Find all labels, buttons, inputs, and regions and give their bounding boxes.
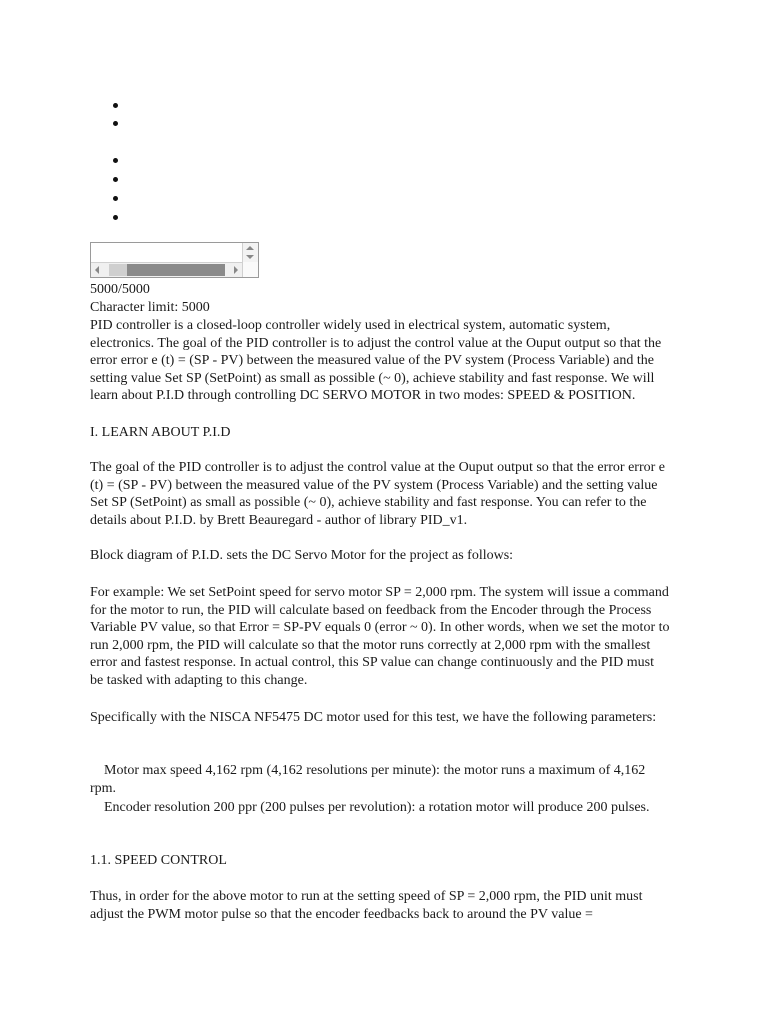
parameter-max-speed: Motor max speed 4,162 rpm (4,162 resolutions per minute): the motor runs a maximum of 4,162 rpm. bbox=[90, 763, 646, 796]
bullet bbox=[113, 190, 121, 208]
section-heading: I. LEARN ABOUT P.I.D bbox=[90, 425, 231, 440]
block-diagram-paragraph: Block diagram of P.I.D. sets the DC Servo Motor for the project as follows: bbox=[90, 548, 514, 563]
parameter-encoder-resolution: Encoder resolution 200 ppr (200 pulses per revolution): a rotation motor will produce 200 pulses. bbox=[104, 800, 650, 815]
scroll-up-icon[interactable] bbox=[246, 246, 254, 250]
character-counter: 5000/5000 bbox=[90, 282, 150, 297]
scroll-right-icon[interactable] bbox=[234, 266, 238, 274]
example-paragraph: For example: We set SetPoint speed for servo motor SP = 2,000 rpm. The system will issue a command for the motor to run, the PID will calculate based on feedback from the Encoder through the Process Variable PV value, so that Error = SP-PV equals 0 (error ~ 0). In other words, when we set the motor to run 2,000 rpm, the PID will calculate so that the motor runs correctly at 2,000 rpm with the smallest error and fastest response. In actual control, this SP value can change continuously and the PID must be tasked with adapting to this change. bbox=[90, 585, 670, 688]
horizontal-scrollbar[interactable] bbox=[91, 262, 258, 277]
bullet bbox=[113, 97, 121, 115]
vertical-scrollbar[interactable] bbox=[242, 243, 258, 263]
scroll-left-icon[interactable] bbox=[95, 266, 99, 274]
goal-paragraph: The goal of the PID controller is to adjust the control value at the Ouput output so that the error error e (t) = (SP - PV) between the measured value of the PV system (Process Variable) and the setting value Set SP (SetPoint) as small as possible (~ 0), achieve stability and fast response. You can refer to the details about P.I.D. by Brett Beauregard - author of library PID_v1. bbox=[90, 460, 666, 528]
bullet bbox=[113, 152, 121, 170]
specific-paragraph: Specifically with the NISCA NF5475 DC motor used for this test, we have the following parameters: bbox=[90, 710, 657, 725]
bullet bbox=[113, 209, 121, 227]
subsection-heading: 1.1. SPEED CONTROL bbox=[90, 853, 227, 868]
character-limit-label: Character limit: 5000 bbox=[90, 300, 210, 315]
intro-paragraph: PID controller is a closed-loop controller widely used in electrical system, automatic system, electronics. The goal of the PID controller is to adjust the control value at the Ouput output so that the error error e (t) = (SP - PV) between the measured value of the PV system (Process Variable) and the setting value Set SP (SetPoint) as small as possible (~ 0), achieve stability and fast response. We will learn about P.I.D through controlling DC SERVO MOTOR in two modes: SPEED & POSITION. bbox=[90, 318, 662, 404]
scrollbar-track[interactable] bbox=[109, 264, 127, 276]
scrollbar-corner bbox=[242, 262, 258, 277]
bullet bbox=[113, 115, 121, 133]
scroll-down-icon[interactable] bbox=[246, 255, 254, 259]
bullet bbox=[113, 171, 121, 189]
speed-control-paragraph: Thus, in order for the above motor to run at the setting speed of SP = 2,000 rpm, the PID unit must adjust the PWM motor pulse so that the encoder feedbacks back to around the PV value = bbox=[90, 889, 643, 922]
text-area[interactable] bbox=[90, 242, 259, 278]
scrollbar-thumb[interactable] bbox=[127, 264, 225, 276]
